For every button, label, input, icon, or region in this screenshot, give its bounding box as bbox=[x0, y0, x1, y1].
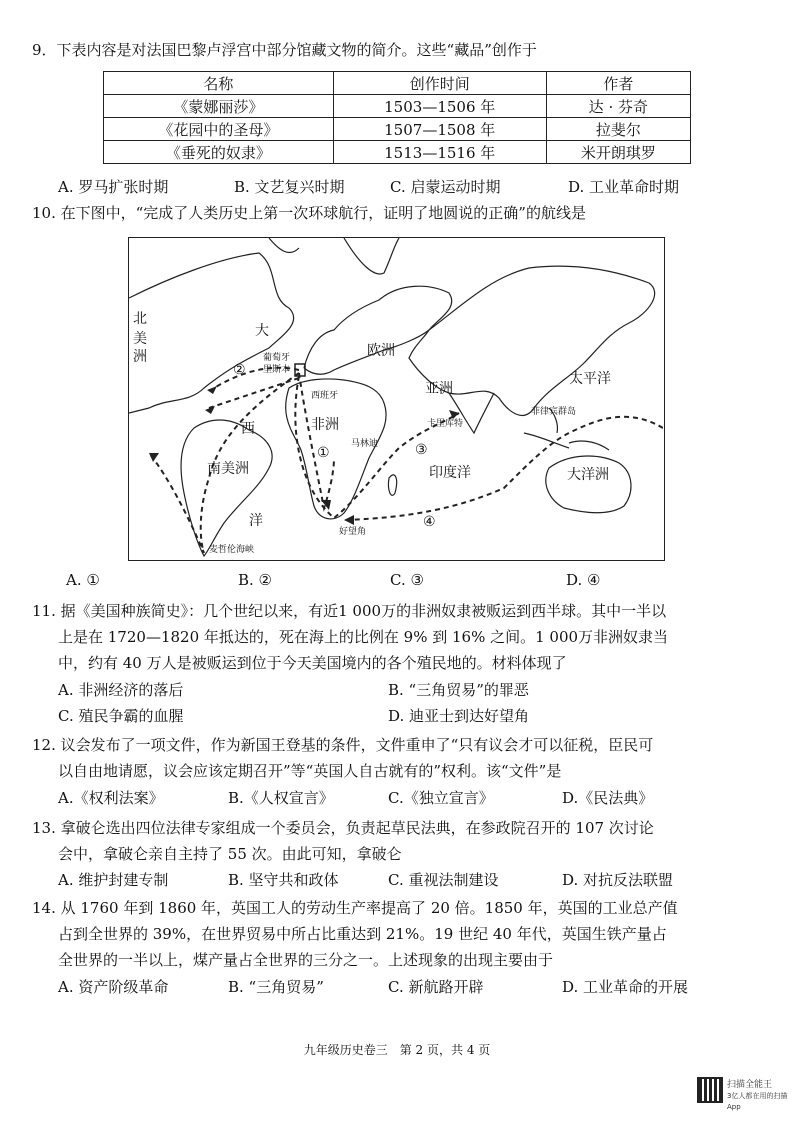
q9-stem: 9．下表内容是对法国巴黎卢浮宫中部分馆藏文物的简介。这些“藏品”创作于 bbox=[32, 41, 537, 59]
q11-options-row-1 bbox=[58, 680, 758, 700]
table-header-cell: 作者 bbox=[546, 72, 690, 95]
option-b[interactable]: B.《人权宣言》 bbox=[228, 789, 334, 807]
q12-line-2: 以自由地请愿，议会应该定期召开”等“英国人自古就有的”权利。该“文件”是 bbox=[58, 762, 562, 780]
label-da: 大 bbox=[255, 323, 269, 339]
option-d[interactable]: D. ④ bbox=[566, 571, 601, 589]
q9-options bbox=[58, 177, 758, 197]
option-a[interactable]: A. 罗马扩张时期 bbox=[58, 178, 169, 196]
scanner-badge-subtitle: 3亿人都在用的扫描App bbox=[727, 1092, 788, 1111]
table-header-row bbox=[104, 72, 691, 95]
table-header-cell: 名称 bbox=[104, 72, 334, 95]
q14-options bbox=[58, 977, 758, 997]
label-asia: 亚洲 bbox=[425, 381, 453, 397]
option-b[interactable]: B. ② bbox=[238, 571, 273, 589]
q13-options bbox=[58, 870, 758, 890]
option-c[interactable]: C. 殖民争霸的血腥 bbox=[58, 707, 184, 725]
label-north-america-3: 洲 bbox=[133, 349, 147, 365]
label-oceania: 大洋洲 bbox=[567, 467, 609, 483]
table-header-cell: 创作时间 bbox=[333, 72, 546, 95]
label-indian-ocean: 印度洋 bbox=[429, 465, 471, 481]
table-row bbox=[104, 141, 691, 164]
q14-line-3: 全世界的一半以上，煤产量占全世界的三分之一。上述现象的出现主要由于 bbox=[58, 951, 554, 969]
option-c[interactable]: C.《独立宣言》 bbox=[388, 789, 494, 807]
label-xi: 西 bbox=[241, 421, 255, 437]
option-a[interactable]: A. ① bbox=[66, 571, 100, 589]
option-d[interactable]: D. 工业革命的开展 bbox=[562, 978, 689, 996]
route-3-marker: ③ bbox=[415, 442, 428, 458]
q14-line-2: 占到全世界的 39%，在世界贸易中所占比重达到 21%。19 世纪 40 年代，英国生铁产量占 bbox=[58, 925, 667, 943]
option-c[interactable]: C. ③ bbox=[390, 571, 424, 589]
label-magellan: 麦哲伦海峡 bbox=[209, 545, 255, 555]
q13-line-1: 13. 拿破仑选出四位法律专家组成一个委员会，负责起草民法典，在参政院召开的 107 次讨论 bbox=[32, 819, 654, 837]
q11-line-2: 上是在 1720—1820 年抵达的，死在海上的比例在 9% 到 16% 之间。1 000万非洲奴隶当 bbox=[58, 628, 669, 646]
option-b[interactable]: B. 文艺复兴时期 bbox=[234, 178, 345, 196]
table-cell: 《垂死的奴隶》 bbox=[104, 141, 334, 164]
option-c[interactable]: C. 新航路开辟 bbox=[388, 978, 484, 996]
option-a[interactable]: A.《权利法案》 bbox=[58, 789, 164, 807]
option-b[interactable]: B. “三角贸易”的罪恶 bbox=[388, 681, 529, 699]
option-a[interactable]: A. 资产阶级革命 bbox=[58, 978, 169, 996]
option-d[interactable]: D.《民法典》 bbox=[562, 789, 654, 807]
label-philippines: 菲律宾群岛 bbox=[531, 407, 577, 417]
route-2-marker: ② bbox=[233, 362, 246, 378]
table-row bbox=[104, 95, 691, 118]
option-d[interactable]: D. 迪亚士到达好望角 bbox=[388, 707, 530, 725]
table-cell: 拉斐尔 bbox=[546, 118, 690, 141]
q10-stem: 10. 在下图中，“完成了人类历史上第一次环球航行，证明了地圆说的正确”的航线是 bbox=[32, 204, 586, 222]
q14-line-1: 14. 从 1760 年到 1860 年，英国工人的劳动生产率提高了 20 倍。1850 年，英国的工业总产值 bbox=[32, 899, 678, 917]
label-europe: 欧洲 bbox=[367, 343, 395, 359]
scanner-badge-title: 扫描全能王 bbox=[727, 1080, 773, 1090]
q11-options-row-2 bbox=[58, 706, 758, 726]
q11-line-1: 11. 据《美国种族简史》：几个世纪以来，有近1 000万的非洲奴隶被贩运到西半球。其中一半以 bbox=[32, 602, 667, 620]
option-a[interactable]: A. 非洲经济的落后 bbox=[58, 681, 184, 699]
table-row bbox=[104, 118, 691, 141]
label-north-america-1: 北 bbox=[133, 311, 147, 327]
table-cell: 《蒙娜丽莎》 bbox=[104, 95, 334, 118]
option-d[interactable]: D. 工业革命时期 bbox=[568, 178, 680, 196]
option-b[interactable]: B. 坚守共和政体 bbox=[228, 871, 339, 889]
label-yang: 洋 bbox=[249, 513, 263, 529]
table-cell: 1513—1516 年 bbox=[333, 141, 546, 164]
scanner-badge bbox=[727, 1080, 794, 1113]
option-a[interactable]: A. 维护封建专制 bbox=[58, 871, 169, 889]
table-cell: 1503—1506 年 bbox=[333, 95, 546, 118]
label-portugal: 葡萄牙 bbox=[263, 353, 291, 363]
option-c[interactable]: C. 重视法制建设 bbox=[388, 871, 499, 889]
label-north-america-2: 美 bbox=[133, 331, 147, 347]
q12-line-1: 12. 议会发布了一项文件，作为新国王登基的条件，文件重申了“只有议会才可以征税，臣民可 bbox=[32, 736, 654, 754]
route-4-marker: ④ bbox=[423, 514, 436, 530]
table-cell: 达 · 芬奇 bbox=[546, 95, 690, 118]
label-calicut: 卡里库特 bbox=[427, 419, 464, 429]
q11-line-3: 中，约有 40 万人是被贩运到位于今天美国境内的各个殖民地的。材料体现了 bbox=[58, 654, 567, 672]
q10-options bbox=[66, 570, 766, 590]
map-drawing bbox=[129, 238, 663, 559]
table-cell: 米开朗琪罗 bbox=[546, 141, 690, 164]
label-lisbon: 里斯本 bbox=[263, 365, 291, 375]
q9-table bbox=[103, 71, 691, 164]
label-malindi: 马林迪 bbox=[351, 439, 379, 449]
label-spain: 西班牙 bbox=[311, 391, 339, 401]
q13-line-2: 会中，拿破仑亲自主持了 55 次。由此可知，拿破仑 bbox=[58, 845, 402, 863]
qr-code-icon bbox=[697, 1077, 723, 1103]
table-cell: 《花园中的圣母》 bbox=[104, 118, 334, 141]
label-africa: 非洲 bbox=[311, 417, 339, 433]
label-south-america: 南美洲 bbox=[207, 461, 249, 477]
page-footer: 九年级历史卷三 第 2 页，共 4 页 bbox=[303, 1043, 491, 1057]
label-cape: 好望角 bbox=[339, 527, 367, 537]
world-map bbox=[128, 237, 665, 561]
table-cell: 1507—1508 年 bbox=[333, 118, 546, 141]
option-d[interactable]: D. 对抗反法联盟 bbox=[562, 871, 674, 889]
label-pacific: 太平洋 bbox=[569, 371, 611, 387]
option-c[interactable]: C. 启蒙运动时期 bbox=[390, 178, 501, 196]
option-b[interactable]: B. “三角贸易” bbox=[228, 978, 324, 996]
route-1-marker: ① bbox=[317, 445, 330, 461]
q12-options bbox=[58, 788, 758, 808]
